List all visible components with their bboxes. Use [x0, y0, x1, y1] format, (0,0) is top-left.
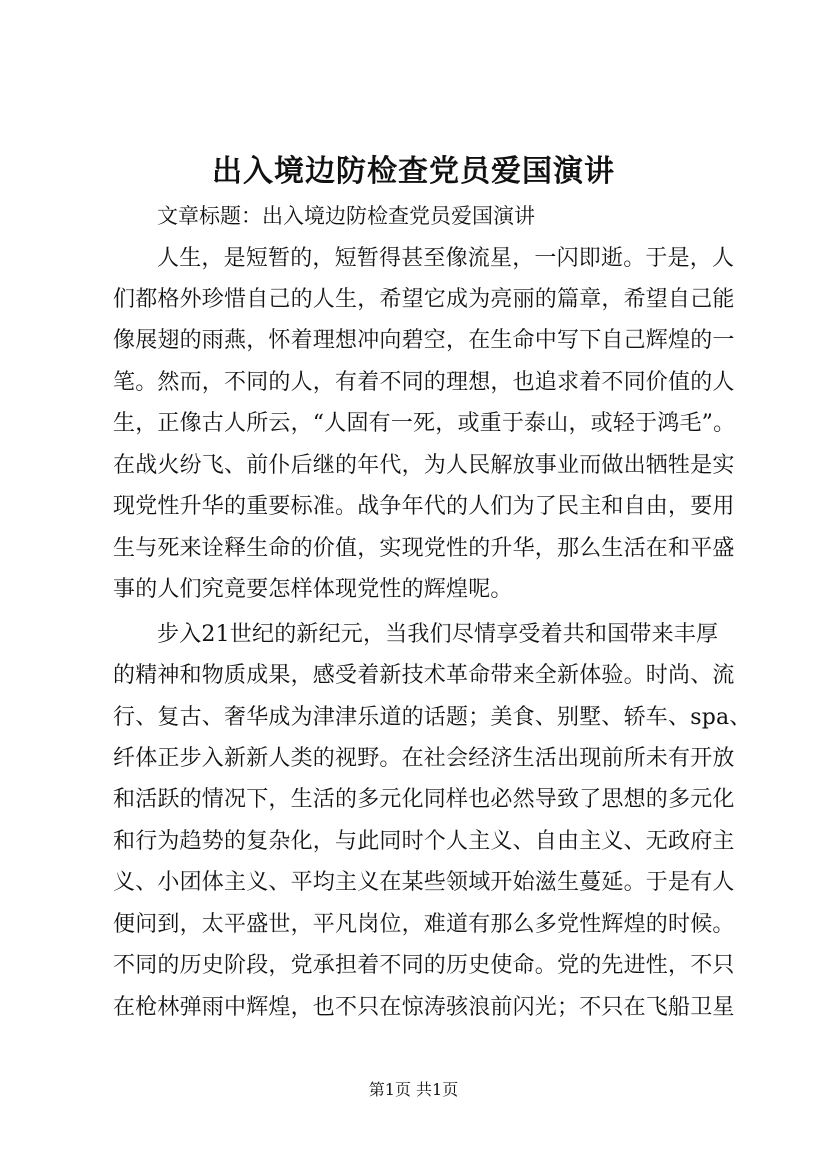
body-line: 行、复古、奢华成为津津乐道的话题；美食、别墅、轿车、spa、 [113, 705, 752, 730]
body-line: 不同的历史阶段，党承担着不同的历史使命。党的先进性，不只 [113, 953, 735, 978]
body-line: 生，正像古人所云，“人固有一死，或重于泰山，或轻于鸿毛”。 [113, 411, 736, 436]
body-line: 纤体正步入新新人类的视野。在社会经济生活出现前所未有开放 [113, 746, 735, 771]
page-title: 出入境边防检查党员爱国演讲 [212, 154, 615, 189]
body-line: 事的人们究竟要怎样体现党性的辉煌呢。 [113, 577, 513, 602]
body-line: 和活跃的情况下，生活的多元化同样也必然导致了思想的多元化 [113, 787, 735, 812]
body-line: 和行为趋势的复杂化，与此同时个人主义、自由主义、无政府主 [113, 829, 735, 854]
body-line: 人生，是短暂的，短暂得甚至像流星，一闪即逝。于是，人 [157, 246, 735, 271]
body-line: 像展翅的雨燕，怀着理想冲向碧空，在生命中写下自己辉煌的一 [113, 328, 735, 353]
body-line: 生与死来诠释生命的价值，实现党性的升华，那么生活在和平盛 [113, 536, 735, 561]
body-line: 在战火纷飞、前仆后继的年代，为人民解放事业而做出牺牲是实 [113, 453, 735, 478]
body-line: 在枪林弹雨中辉煌，也不只在惊涛骇浪前闪光；不只在飞船卫星 [113, 995, 735, 1020]
body-line: 们都格外珍惜自己的人生，希望它成为亮丽的篇章，希望自己能 [113, 287, 735, 312]
body-line: 现党性升华的重要标准。战争年代的人们为了民主和自由，要用 [113, 494, 735, 519]
body-line: 笔。然而，不同的人，有着不同的理想，也追求着不同价值的人 [113, 370, 735, 395]
body-line: 便问到，太平盛世，平凡岗位，难道有那么多党性辉煌的时候。 [113, 912, 735, 937]
body-line: 义、小团体主义、平均主义在某些领域开始滋生蔓延。于是有人 [113, 870, 735, 895]
page-footer: 第1页 共1页 [368, 1080, 459, 1099]
body-line: 步入21世纪的新纪元，当我们尽情享受着共和国带来丰厚 [157, 622, 719, 647]
article-title-line: 文章标题：出入境边防检查党员爱国演讲 [157, 204, 535, 228]
body-line: 的精神和物质成果，感受着新技术革命带来全新体验。时尚、流 [113, 663, 735, 688]
